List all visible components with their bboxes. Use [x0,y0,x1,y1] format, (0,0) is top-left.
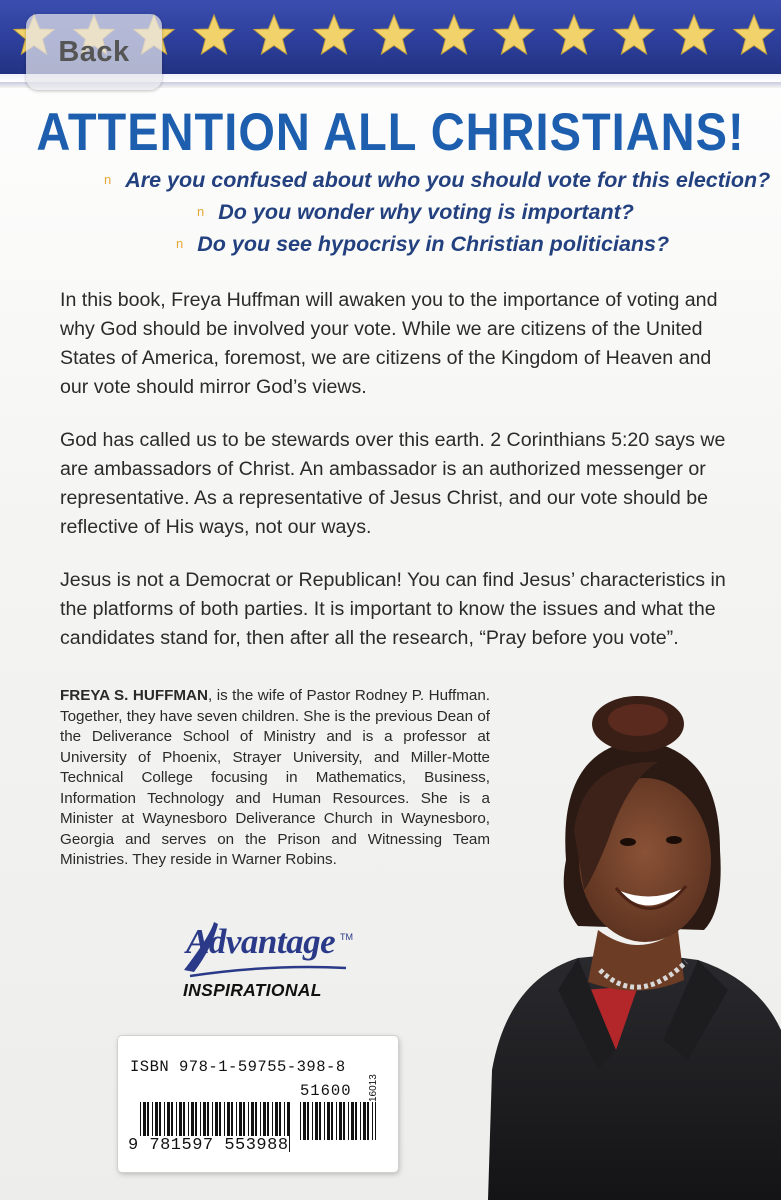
barcode-bar [300,1102,301,1140]
paragraph-line: Jesus is not a Democrat or Republican! You can find Jesus’ characteristics in [60,569,726,591]
question-2 [197,200,634,225]
barcode-bar [355,1102,357,1140]
barcode-bar [312,1102,313,1140]
barcode-bar [351,1102,354,1140]
paragraph-line: why God should be involved your vote. While we are citizens of the United [60,318,703,340]
isbn-barcode [118,1036,398,1172]
paragraph-line: God has called us to be stewards over this earth. 2 Corinthians 5:20 says we [60,429,726,451]
author-bio-text: , is the wife of Pastor Rodney P. Huffman. Together, they have seven children. She is the previous Dean of the Deliverance School of Ministry and is a professor at University of Phoenix, Strayer University, and Miller-Motte Technical College focusing in Mathematics, Business, Information Technology and Human Resources. She is a Minister at Waynesboro Deliverance Church in Waynesboro, Georgia and serves on the Prison and Witnessing Team Ministries. They reside in Warner Robins. [60,687,490,868]
star-icon [732,13,776,57]
question-text: Are you confused about who you should vote for this election? [125,168,771,192]
paragraph-line: are ambassadors of Christ. An ambassador is an authorized messenger or [60,458,706,480]
star-icon [312,13,356,57]
barcode-bar [324,1102,325,1140]
star-icon [192,13,236,57]
barcode-bar [303,1102,306,1140]
publisher-name: Advantage [186,922,336,961]
paragraph-intro [60,286,740,402]
bullet-icon: n [176,236,184,251]
trademark-mark: TM [340,932,353,942]
question-1 [104,168,770,193]
star-icon [492,13,536,57]
barcode-bar [372,1102,373,1140]
paragraph-parties [60,566,740,653]
star-icon [612,13,656,57]
paragraph-line: candidates stand for, then after all the research, “Pray before you vote”. [60,627,679,649]
paragraph-line: our vote should mirror God’s views. [60,376,367,398]
bullet-icon: n [197,204,205,219]
barcode-bar [315,1102,318,1140]
paragraph-stewards [60,426,740,542]
barcode-bar [343,1102,345,1140]
star-icon [432,13,476,57]
barcode-bar [331,1102,333,1140]
barcode-bar [327,1102,330,1140]
star-icon [552,13,596,57]
barcode-bar [363,1102,366,1140]
barcode-side-code: 16013 [368,1074,379,1102]
barcode-bar [307,1102,309,1140]
barcode-addon-bars [300,1102,376,1140]
barcode-bar [336,1102,337,1140]
barcode-bar [348,1102,349,1140]
paragraph-line: representative. As a representative of Jesus Christ, and our vote should be [60,487,709,509]
paragraph-line: States of America, foremost, we are citizens of the Kingdom of Heaven and [60,347,712,369]
star-icon [672,13,716,57]
barcode-bar [375,1102,376,1140]
back-button[interactable]: Back [26,14,162,90]
barcode-bar [360,1102,361,1140]
paragraph-line: the platforms of both parties. It is important to know the issues and what the [60,598,716,620]
headline: ATTENTION ALL CHRISTIANS! [36,101,745,162]
paragraph-line: In this book, Freya Huffman will awaken you to the importance of voting and [60,289,718,311]
author-photo [488,690,781,1200]
isbn-number: ISBN 978-1-59755-398-8 [130,1058,346,1076]
barcode-bar [319,1102,321,1140]
paragraph-line: reflective of His ways, not our ways. [60,516,372,538]
barcode-bar [339,1102,342,1140]
barcode-bar [367,1102,369,1140]
ean-number: 9 781597 553988 [128,1136,289,1155]
star-icon [252,13,296,57]
question-3 [176,232,669,257]
publisher-logo [180,918,380,1010]
publisher-imprint: INSPIRATIONAL [183,980,322,1000]
question-text: Do you see hypocrisy in Christian politicians? [197,232,670,256]
author-name: FREYA S. HUFFMAN [60,687,208,704]
star-icon [372,13,416,57]
bullet-icon: n [104,172,112,187]
barcode-price-code: 51600 [300,1082,352,1100]
author-bio [60,686,490,871]
question-text: Do you wonder why voting is important? [218,200,634,224]
